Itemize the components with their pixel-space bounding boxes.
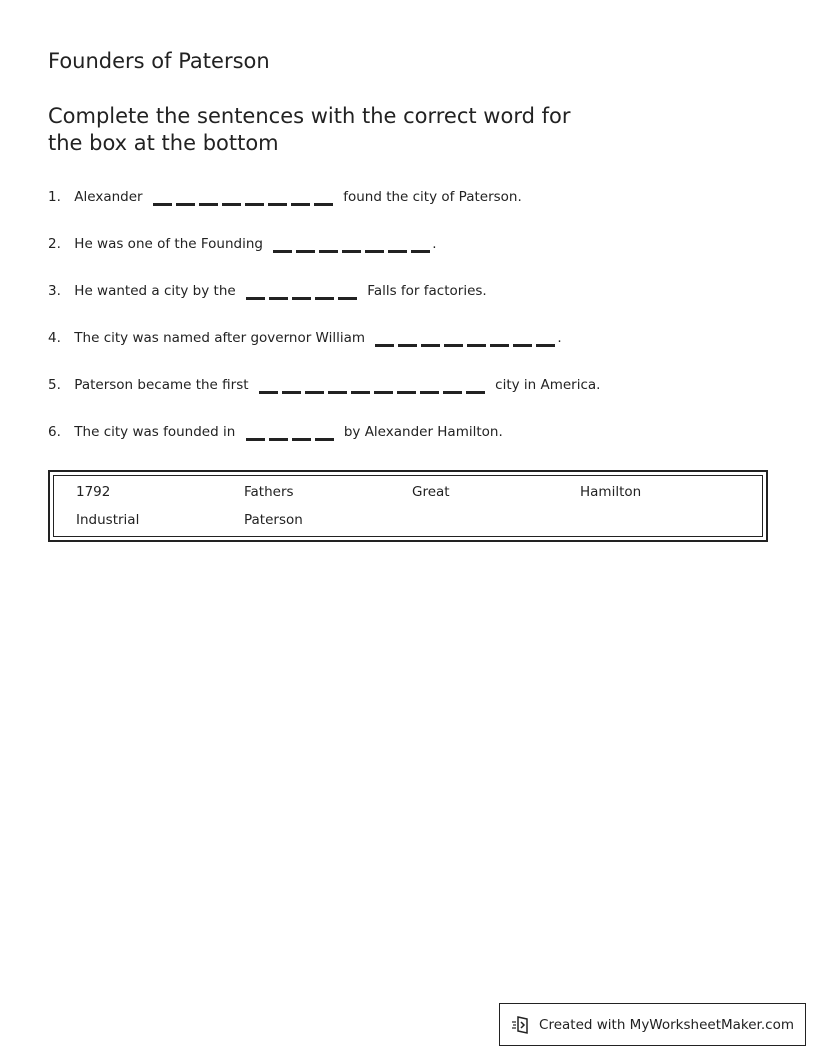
footer-credit[interactable] [499, 1003, 806, 1046]
question-number: 2. [48, 236, 61, 252]
question-item [48, 375, 768, 422]
question-number: 6. [48, 424, 61, 440]
question-item [48, 328, 768, 375]
answer-blank[interactable] [246, 297, 357, 300]
question-number: 5. [48, 377, 61, 393]
question-text-after: by Alexander Hamilton. [343, 424, 503, 440]
question-list [48, 187, 768, 469]
word-bank-item: Fathers [244, 484, 294, 500]
question-text-before: The city was named after governor William [74, 330, 366, 346]
worksheet-instructions: Complete the sentences with the correct word for the box at the bottom [48, 104, 571, 155]
word-bank-box [48, 470, 768, 542]
answer-blank[interactable] [273, 250, 430, 253]
book-logo-icon [511, 1014, 533, 1036]
answer-blank[interactable] [259, 391, 485, 394]
question-item [48, 422, 768, 469]
question-number: 1. [48, 189, 61, 205]
word-bank-list [76, 482, 756, 530]
word-bank-item: Paterson [244, 512, 303, 528]
question-number: 3. [48, 283, 61, 299]
question-text-before: Paterson became the first [74, 377, 249, 393]
question-text-before: He was one of the Founding [74, 236, 263, 252]
question-number: 4. [48, 330, 61, 346]
word-bank-item: 1792 [76, 484, 111, 500]
answer-blank[interactable] [153, 203, 333, 206]
question-item [48, 187, 768, 234]
question-text-after: city in America. [495, 377, 601, 393]
question-item [48, 281, 768, 328]
question-text-after: . [557, 330, 562, 346]
answer-blank[interactable] [246, 438, 334, 441]
word-bank-item: Industrial [76, 512, 140, 528]
question-text-after: . [432, 236, 437, 252]
question-item [48, 234, 768, 281]
footer-text: Created with MyWorksheetMaker.com [539, 1016, 794, 1033]
answer-blank[interactable] [375, 344, 555, 347]
word-bank-item: Great [412, 484, 450, 500]
question-text-after: found the city of Paterson. [343, 189, 522, 205]
worksheet-title: Founders of Paterson [48, 49, 270, 73]
word-bank-item: Hamilton [580, 484, 642, 500]
question-text-before: The city was founded in [74, 424, 236, 440]
question-text-before: He wanted a city by the [74, 283, 236, 299]
question-text-after: Falls for factories. [367, 283, 487, 299]
question-text-before: Alexander [74, 189, 143, 205]
